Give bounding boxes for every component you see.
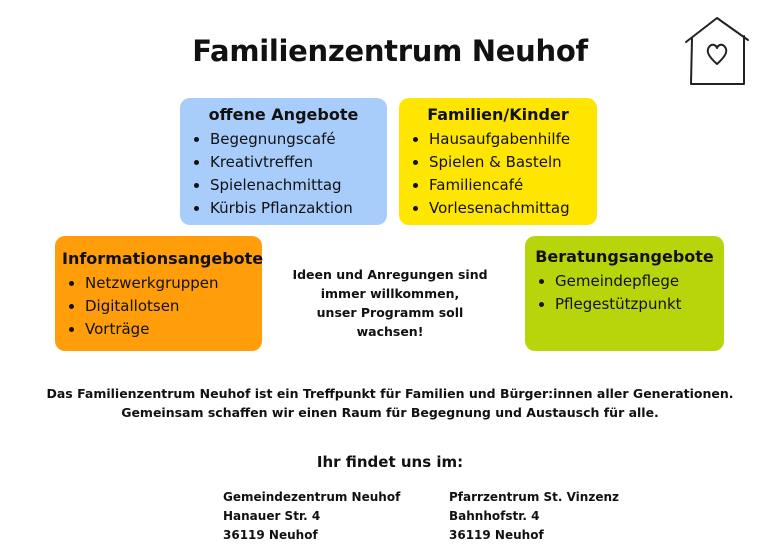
address-street: Hanauer Str. 4	[223, 509, 321, 523]
ideas-line: immer willkommen,	[320, 286, 460, 301]
familien-kinder-title: Familien/Kinder	[427, 105, 569, 124]
informationsangebote-title: Informationsangebote	[62, 249, 264, 268]
address-name: Pfarrzentrum St. Vinzenz	[449, 490, 619, 504]
offene-angebote-title: offene Angebote	[208, 105, 359, 124]
list-item: • Gemeindepflege	[555, 270, 724, 293]
beratungsangebote-list	[525, 270, 724, 316]
address-city: 36119 Neuhof	[449, 528, 544, 542]
list-item: • Hausaufgabenhilfe	[429, 128, 597, 151]
list-item: • Spielen & Basteln	[429, 151, 597, 174]
offene-angebote-list	[180, 128, 387, 220]
ideas-line: wachsen!	[356, 324, 424, 339]
ideas-line: unser Programm soll	[316, 305, 464, 320]
list-item: • Pflegestützpunkt	[555, 293, 724, 316]
about-text	[0, 384, 780, 422]
house-heart-icon	[682, 14, 752, 90]
informationsangebote-box	[55, 236, 262, 351]
familien-kinder-box	[399, 98, 597, 225]
address-name: Gemeindezentrum Neuhof	[223, 490, 401, 504]
informationsangebote-list	[55, 272, 262, 341]
offene-angebote-box	[180, 98, 387, 225]
list-item: • Netzwerkgruppen	[85, 272, 262, 295]
list-item: • Digitallotsen	[85, 295, 262, 318]
about-line: Das Familienzentrum Neuhof ist ein Treffpunkt für Familien und Bürger:innen aller Generationen.	[46, 386, 734, 401]
ideas-note	[285, 265, 495, 341]
beratungsangebote-title: Beratungsangebote	[535, 247, 714, 266]
list-item: • Spielenachmittag	[210, 174, 387, 197]
page-title: Familienzentrum Neuhof	[192, 34, 588, 68]
find-us-heading: Ihr findet uns im:	[316, 453, 464, 471]
address-street: Bahnhofstr. 4	[449, 509, 540, 523]
list-item: • Vorlesenachmittag	[429, 197, 597, 220]
ideas-line: Ideen und Anregungen sind	[292, 267, 488, 282]
address-city: 36119 Neuhof	[223, 528, 318, 542]
list-item: • Familiencafé	[429, 174, 597, 197]
familien-kinder-list	[399, 128, 597, 220]
about-line: Gemeinsam schaffen wir einen Raum für Begegnung und Austausch für alle.	[121, 405, 659, 420]
list-item: • Begegnungscafé	[210, 128, 387, 151]
address-pfarrzentrum	[449, 488, 619, 545]
list-item: • Kürbis Pflanzaktion	[210, 197, 387, 220]
beratungsangebote-box	[525, 236, 724, 351]
list-item: • Kreativtreffen	[210, 151, 387, 174]
address-gemeindezentrum	[223, 488, 400, 545]
list-item: • Vorträge	[85, 318, 262, 341]
